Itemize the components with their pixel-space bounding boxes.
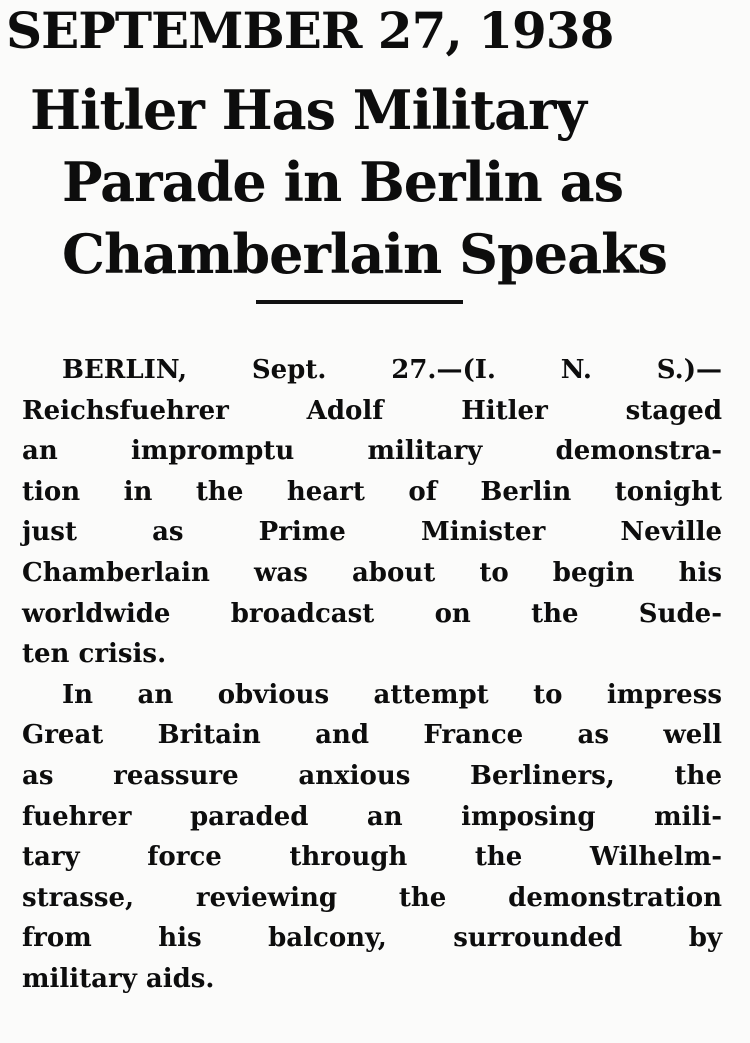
article-line: from his balcony, surrounded by: [22, 923, 722, 954]
article-line: BERLIN, Sept. 27.—(I. N. S.)—: [62, 355, 722, 385]
headline-line: Parade in Berlin as: [62, 150, 623, 214]
article-line: ten crisis.: [22, 639, 167, 670]
article-line: Reichsfuehrer Adolf Hitler staged: [22, 395, 722, 426]
article-paragraph: [22, 350, 722, 675]
headline: [0, 74, 750, 290]
article-line: just as Prime Minister Neville: [22, 517, 722, 548]
dateline: SEPTEMBER 27, 1938: [6, 1, 614, 60]
article-line: worldwide broadcast on the Sude-: [22, 598, 722, 629]
article-line: strasse, reviewing the demonstration: [22, 882, 722, 913]
article-line: fuehrer paraded an imposing mili-: [22, 801, 722, 832]
article-line: In an obvious attempt to impress: [62, 679, 722, 710]
headline-divider: [256, 300, 463, 304]
article-line: as reassure anxious Berliners, the: [22, 760, 722, 791]
article-body: [22, 350, 722, 1000]
article-line: Great Britain and France as well: [22, 720, 722, 751]
article-line: an impromptu military demonstra-: [22, 436, 722, 467]
headline-line: Hitler Has Military: [30, 78, 586, 142]
article-line: Chamberlain was about to begin his: [22, 557, 722, 588]
headline-line: Chamberlain Speaks: [62, 222, 667, 286]
article-line: tary force through the Wilhelm-: [22, 842, 722, 873]
article-paragraph: [22, 675, 722, 1000]
article-line: military aids.: [22, 963, 215, 994]
article-line: tion in the heart of Berlin tonight: [22, 476, 722, 507]
